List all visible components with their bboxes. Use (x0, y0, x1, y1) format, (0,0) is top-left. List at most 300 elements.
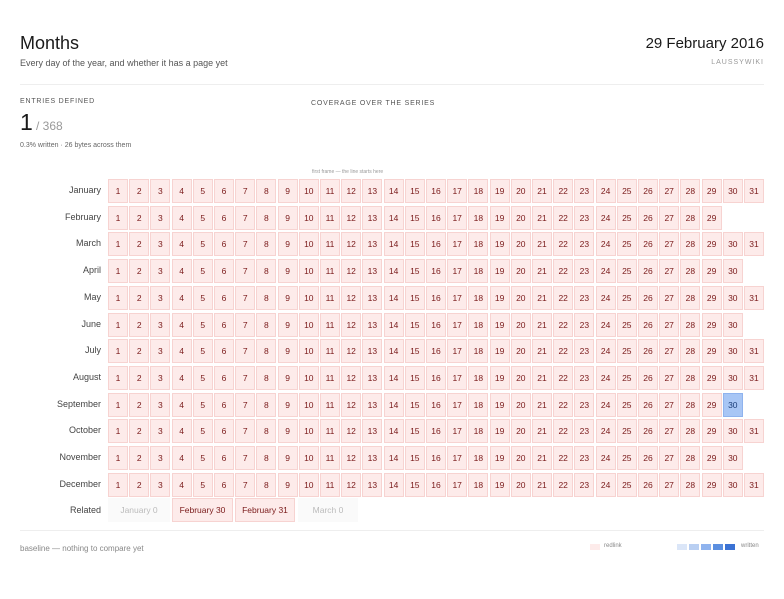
day-cell[interactable]: 29 (702, 366, 722, 390)
day-cell[interactable]: 20 (511, 393, 531, 417)
day-cell[interactable]: 24 (596, 419, 616, 443)
day-cell[interactable]: 6 (214, 206, 234, 230)
day-cell[interactable]: 23 (574, 473, 594, 497)
day-cell[interactable]: 23 (574, 259, 594, 283)
day-cell[interactable]: 3 (150, 339, 170, 363)
day-cell[interactable]: 23 (574, 313, 594, 337)
day-cell[interactable]: 3 (150, 232, 170, 256)
day-cell[interactable]: 2 (129, 446, 149, 470)
day-cell[interactable]: 6 (214, 259, 234, 283)
day-cell[interactable]: 23 (574, 393, 594, 417)
day-cell[interactable]: 28 (680, 393, 700, 417)
month-label[interactable]: March (75, 238, 101, 249)
month-label[interactable]: June (81, 318, 101, 329)
day-cell[interactable]: 16 (426, 206, 446, 230)
day-cell[interactable]: 6 (214, 339, 234, 363)
day-cell[interactable]: 4 (172, 179, 192, 203)
day-cell[interactable]: 27 (659, 366, 679, 390)
day-cell[interactable]: 22 (553, 419, 573, 443)
day-cell[interactable]: 25 (617, 286, 637, 310)
day-cell[interactable]: 10 (299, 206, 319, 230)
day-cell[interactable]: 10 (299, 232, 319, 256)
day-cell[interactable]: 24 (596, 393, 616, 417)
day-cell[interactable]: 25 (617, 419, 637, 443)
day-cell[interactable]: 6 (214, 313, 234, 337)
day-cell[interactable]: 28 (680, 366, 700, 390)
day-cell[interactable]: 17 (447, 473, 467, 497)
day-cell[interactable]: 4 (172, 313, 192, 337)
day-cell[interactable]: 24 (596, 473, 616, 497)
day-cell[interactable]: 11 (320, 313, 340, 337)
day-cell[interactable]: 2 (129, 259, 149, 283)
month-label[interactable]: January (68, 185, 101, 195)
day-cell[interactable]: 2 (129, 313, 149, 337)
day-cell[interactable]: 28 (680, 446, 700, 470)
day-cell[interactable]: 5 (193, 232, 213, 256)
day-cell[interactable]: 4 (172, 259, 192, 283)
day-cell[interactable]: 11 (320, 206, 340, 230)
day-cell[interactable]: 5 (193, 393, 213, 417)
day-cell[interactable]: 11 (320, 366, 340, 390)
day-cell[interactable]: 25 (617, 259, 637, 283)
day-cell[interactable]: 25 (617, 179, 637, 203)
day-cell[interactable]: 8 (256, 259, 276, 283)
day-cell[interactable]: 26 (638, 419, 658, 443)
day-cell[interactable]: 1 (108, 232, 128, 256)
day-cell[interactable]: 29 (702, 419, 722, 443)
day-cell[interactable]: 29 (702, 473, 722, 497)
day-cell[interactable]: 17 (447, 366, 467, 390)
day-cell[interactable]: 19 (490, 419, 510, 443)
day-cell[interactable]: 1 (108, 259, 128, 283)
day-cell[interactable]: 19 (490, 366, 510, 390)
day-cell[interactable]: 17 (447, 446, 467, 470)
day-cell[interactable]: 21 (532, 419, 552, 443)
day-cell[interactable]: 22 (553, 206, 573, 230)
day-cell[interactable]: 18 (468, 179, 488, 203)
day-cell[interactable]: 2 (129, 419, 149, 443)
day-cell[interactable]: 3 (150, 259, 170, 283)
day-cell[interactable]: 27 (659, 179, 679, 203)
day-cell[interactable]: 5 (193, 179, 213, 203)
day-cell[interactable]: 17 (447, 206, 467, 230)
day-cell[interactable]: 23 (574, 446, 594, 470)
day-cell[interactable]: 4 (172, 339, 192, 363)
month-label[interactable]: December (59, 478, 101, 489)
day-cell[interactable]: 27 (659, 393, 679, 417)
day-cell[interactable]: 15 (405, 393, 425, 417)
day-cell[interactable]: 1 (108, 393, 128, 417)
day-cell[interactable]: 6 (214, 179, 234, 203)
day-cell[interactable]: 1 (108, 419, 128, 443)
day-cell[interactable]: 12 (341, 366, 361, 390)
day-cell[interactable]: 4 (172, 393, 192, 417)
day-cell[interactable]: 23 (574, 179, 594, 203)
day-cell[interactable]: 17 (447, 259, 467, 283)
day-cell[interactable]: 28 (680, 179, 700, 203)
day-cell[interactable]: 6 (214, 473, 234, 497)
day-cell[interactable]: 10 (299, 473, 319, 497)
day-cell[interactable]: 24 (596, 339, 616, 363)
day-cell[interactable]: 18 (468, 206, 488, 230)
day-cell[interactable]: 12 (341, 393, 361, 417)
day-cell[interactable]: 12 (341, 419, 361, 443)
day-cell[interactable]: 19 (490, 232, 510, 256)
day-cell[interactable]: 5 (193, 286, 213, 310)
day-cell[interactable]: 23 (574, 419, 594, 443)
day-cell[interactable]: 18 (468, 232, 488, 256)
day-cell[interactable]: 18 (468, 473, 488, 497)
day-cell[interactable]: 17 (447, 232, 467, 256)
day-cell[interactable]: 22 (553, 473, 573, 497)
day-cell[interactable]: 26 (638, 313, 658, 337)
day-cell[interactable]: 29 (702, 393, 722, 417)
day-cell[interactable]: 28 (680, 419, 700, 443)
month-label[interactable]: October (68, 425, 101, 436)
day-cell[interactable]: 12 (341, 206, 361, 230)
day-cell[interactable]: 18 (468, 419, 488, 443)
related-link[interactable]: February 30 (172, 498, 233, 522)
day-cell[interactable]: 30 (723, 419, 743, 443)
day-cell[interactable]: 15 (405, 232, 425, 256)
day-cell[interactable]: 17 (447, 286, 467, 310)
day-cell[interactable]: 11 (320, 446, 340, 470)
day-cell[interactable]: 9 (278, 179, 298, 203)
day-cell[interactable]: 20 (511, 232, 531, 256)
day-cell[interactable]: 28 (680, 259, 700, 283)
day-cell[interactable]: 1 (108, 286, 128, 310)
day-cell[interactable]: 13 (362, 232, 382, 256)
day-cell[interactable]: 11 (320, 473, 340, 497)
day-cell[interactable]: 14 (384, 446, 404, 470)
day-cell[interactable]: 6 (214, 232, 234, 256)
day-cell[interactable]: 28 (680, 473, 700, 497)
day-cell[interactable]: 16 (426, 179, 446, 203)
day-cell[interactable]: 27 (659, 446, 679, 470)
related-link[interactable]: March 0 (298, 498, 358, 522)
day-cell[interactable]: 6 (214, 419, 234, 443)
day-cell[interactable]: 14 (384, 179, 404, 203)
day-cell[interactable]: 22 (553, 393, 573, 417)
day-cell[interactable]: 29 (702, 179, 722, 203)
month-label[interactable]: April (82, 265, 101, 276)
day-cell[interactable]: 9 (278, 206, 298, 230)
related-link[interactable]: February 31 (235, 498, 295, 522)
day-cell[interactable]: 10 (299, 393, 319, 417)
day-cell[interactable]: 4 (172, 232, 192, 256)
day-cell[interactable]: 1 (108, 366, 128, 390)
day-cell[interactable]: 24 (596, 286, 616, 310)
day-cell[interactable]: 27 (659, 339, 679, 363)
day-cell[interactable]: 30 (723, 339, 743, 363)
day-cell[interactable]: 26 (638, 259, 658, 283)
day-cell[interactable]: 29 (702, 232, 722, 256)
day-cell[interactable]: 8 (256, 179, 276, 203)
day-cell[interactable]: 20 (511, 419, 531, 443)
day-cell[interactable]: 8 (256, 286, 276, 310)
day-cell[interactable]: 28 (680, 339, 700, 363)
month-label[interactable]: May (83, 291, 101, 302)
day-cell[interactable]: 5 (193, 473, 213, 497)
day-cell[interactable]: 7 (235, 473, 255, 497)
day-cell[interactable]: 24 (596, 232, 616, 256)
day-cell[interactable]: 4 (172, 286, 192, 310)
day-cell[interactable]: 31 (744, 286, 764, 310)
day-cell[interactable]: 9 (278, 366, 298, 390)
day-cell[interactable]: 18 (468, 339, 488, 363)
day-cell[interactable]: 24 (596, 366, 616, 390)
day-cell[interactable]: 21 (532, 206, 552, 230)
day-cell[interactable]: 19 (490, 393, 510, 417)
day-cell[interactable]: 11 (320, 232, 340, 256)
day-cell[interactable]: 5 (193, 366, 213, 390)
day-cell[interactable]: 20 (511, 446, 531, 470)
day-cell[interactable]: 25 (617, 232, 637, 256)
day-cell[interactable]: 2 (129, 232, 149, 256)
day-cell[interactable]: 17 (447, 179, 467, 203)
day-cell[interactable]: 15 (405, 179, 425, 203)
day-cell[interactable]: 13 (362, 179, 382, 203)
day-cell[interactable]: 13 (362, 313, 382, 337)
day-cell[interactable]: 26 (638, 366, 658, 390)
day-cell[interactable]: 27 (659, 313, 679, 337)
day-cell[interactable]: 21 (532, 286, 552, 310)
day-cell[interactable]: 3 (150, 366, 170, 390)
day-cell[interactable]: 27 (659, 473, 679, 497)
day-cell[interactable]: 25 (617, 393, 637, 417)
day-cell[interactable]: 1 (108, 179, 128, 203)
day-cell[interactable]: 10 (299, 259, 319, 283)
day-cell[interactable]: 21 (532, 313, 552, 337)
day-cell[interactable]: 11 (320, 286, 340, 310)
day-cell[interactable]: 12 (341, 286, 361, 310)
day-cell[interactable]: 5 (193, 313, 213, 337)
day-cell[interactable]: 21 (532, 446, 552, 470)
day-cell[interactable]: 29 (702, 259, 722, 283)
day-cell[interactable]: 5 (193, 339, 213, 363)
day-cell[interactable]: 12 (341, 232, 361, 256)
day-cell[interactable]: 28 (680, 206, 700, 230)
day-cell[interactable]: 16 (426, 286, 446, 310)
day-cell[interactable]: 19 (490, 206, 510, 230)
day-cell[interactable]: 1 (108, 339, 128, 363)
day-cell[interactable]: 13 (362, 366, 382, 390)
day-cell[interactable]: 16 (426, 339, 446, 363)
day-cell[interactable]: 18 (468, 286, 488, 310)
day-cell[interactable]: 23 (574, 366, 594, 390)
day-cell[interactable]: 31 (744, 419, 764, 443)
day-cell[interactable]: 4 (172, 446, 192, 470)
day-cell[interactable]: 22 (553, 446, 573, 470)
day-cell[interactable]: 9 (278, 286, 298, 310)
day-cell[interactable]: 20 (511, 179, 531, 203)
day-cell[interactable]: 12 (341, 313, 361, 337)
day-cell[interactable]: 24 (596, 259, 616, 283)
day-cell[interactable]: 15 (405, 419, 425, 443)
day-cell[interactable]: 14 (384, 259, 404, 283)
day-cell[interactable]: 13 (362, 206, 382, 230)
related-link[interactable]: January 0 (108, 498, 170, 522)
day-cell[interactable]: 20 (511, 206, 531, 230)
day-cell[interactable]: 3 (150, 179, 170, 203)
day-cell[interactable]: 8 (256, 473, 276, 497)
day-cell[interactable]: 15 (405, 366, 425, 390)
day-cell[interactable]: 14 (384, 473, 404, 497)
day-cell[interactable]: 9 (278, 446, 298, 470)
day-cell[interactable]: 25 (617, 313, 637, 337)
day-cell[interactable]: 16 (426, 313, 446, 337)
day-cell[interactable]: 1 (108, 313, 128, 337)
day-cell[interactable]: 13 (362, 339, 382, 363)
day-cell[interactable]: 22 (553, 286, 573, 310)
day-cell[interactable]: 11 (320, 419, 340, 443)
day-cell[interactable]: 1 (108, 446, 128, 470)
day-cell[interactable]: 8 (256, 206, 276, 230)
day-cell[interactable]: 25 (617, 446, 637, 470)
day-cell[interactable]: 15 (405, 286, 425, 310)
day-cell[interactable]: 26 (638, 473, 658, 497)
day-cell[interactable]: 16 (426, 259, 446, 283)
wiki-name[interactable]: LAUSSYWIKI (711, 59, 764, 66)
day-cell[interactable]: 15 (405, 339, 425, 363)
day-cell[interactable]: 3 (150, 313, 170, 337)
day-cell[interactable]: 3 (150, 473, 170, 497)
day-cell[interactable]: 10 (299, 446, 319, 470)
day-cell[interactable]: 22 (553, 366, 573, 390)
day-cell[interactable]: 30 (723, 473, 743, 497)
day-cell[interactable]: 13 (362, 393, 382, 417)
day-cell[interactable]: 29 (702, 206, 722, 230)
day-cell[interactable]: 8 (256, 419, 276, 443)
day-cell[interactable]: 3 (150, 206, 170, 230)
day-cell[interactable]: 7 (235, 232, 255, 256)
day-cell[interactable]: 15 (405, 446, 425, 470)
day-cell[interactable]: 2 (129, 366, 149, 390)
day-cell[interactable]: 8 (256, 339, 276, 363)
day-cell[interactable]: 4 (172, 366, 192, 390)
day-cell[interactable]: 23 (574, 286, 594, 310)
day-cell[interactable]: 7 (235, 313, 255, 337)
day-cell[interactable]: 16 (426, 419, 446, 443)
day-cell[interactable]: 30 (723, 286, 743, 310)
day-cell[interactable]: 29 (702, 446, 722, 470)
day-cell[interactable]: 10 (299, 313, 319, 337)
day-cell[interactable]: 2 (129, 473, 149, 497)
day-cell[interactable]: 11 (320, 393, 340, 417)
day-cell[interactable]: 26 (638, 446, 658, 470)
day-cell[interactable]: 8 (256, 393, 276, 417)
day-cell[interactable]: 17 (447, 419, 467, 443)
day-cell[interactable]: 3 (150, 393, 170, 417)
day-cell[interactable]: 26 (638, 286, 658, 310)
day-cell[interactable]: 3 (150, 446, 170, 470)
day-cell[interactable]: 10 (299, 339, 319, 363)
day-cell[interactable]: 27 (659, 232, 679, 256)
day-cell[interactable]: 13 (362, 419, 382, 443)
day-cell[interactable]: 28 (680, 232, 700, 256)
day-cell[interactable]: 25 (617, 206, 637, 230)
day-cell[interactable]: 27 (659, 419, 679, 443)
day-cell[interactable]: 13 (362, 286, 382, 310)
day-cell[interactable]: 12 (341, 339, 361, 363)
day-cell[interactable]: 2 (129, 393, 149, 417)
day-cell[interactable]: 11 (320, 339, 340, 363)
day-cell[interactable]: 8 (256, 313, 276, 337)
day-cell[interactable]: 15 (405, 473, 425, 497)
day-cell[interactable]: 12 (341, 446, 361, 470)
day-cell[interactable]: 20 (511, 286, 531, 310)
day-cell[interactable]: 5 (193, 206, 213, 230)
day-cell[interactable]: 22 (553, 313, 573, 337)
day-cell[interactable]: 17 (447, 339, 467, 363)
day-cell[interactable]: 1 (108, 473, 128, 497)
month-label[interactable]: August (72, 371, 101, 382)
day-cell[interactable]: 9 (278, 259, 298, 283)
day-cell[interactable]: 14 (384, 393, 404, 417)
month-label[interactable]: July (84, 345, 101, 356)
day-cell[interactable]: 27 (659, 286, 679, 310)
day-cell[interactable]: 24 (596, 206, 616, 230)
day-cell[interactable]: 31 (744, 473, 764, 497)
day-cell[interactable]: 27 (659, 259, 679, 283)
day-cell[interactable]: 28 (680, 313, 700, 337)
day-cell[interactable]: 13 (362, 473, 382, 497)
day-cell[interactable]: 19 (490, 313, 510, 337)
day-cell[interactable]: 8 (256, 366, 276, 390)
day-cell[interactable]: 7 (235, 339, 255, 363)
day-cell[interactable]: 31 (744, 339, 764, 363)
day-cell[interactable]: 23 (574, 339, 594, 363)
day-cell[interactable]: 30 (723, 313, 743, 337)
day-cell[interactable]: 2 (129, 339, 149, 363)
day-cell[interactable]: 19 (490, 179, 510, 203)
day-cell[interactable]: 14 (384, 206, 404, 230)
day-cell[interactable]: 5 (193, 446, 213, 470)
day-cell[interactable]: 20 (511, 259, 531, 283)
day-cell[interactable]: 9 (278, 339, 298, 363)
day-cell[interactable]: 14 (384, 339, 404, 363)
day-cell[interactable]: 31 (744, 232, 764, 256)
day-cell[interactable]: 16 (426, 446, 446, 470)
day-cell[interactable]: 15 (405, 259, 425, 283)
day-cell[interactable]: 3 (150, 419, 170, 443)
day-cell[interactable]: 12 (341, 179, 361, 203)
month-label[interactable]: February (64, 211, 101, 222)
day-cell[interactable]: 26 (638, 179, 658, 203)
day-cell[interactable]: 29 (702, 286, 722, 310)
day-cell[interactable]: 21 (532, 179, 552, 203)
day-cell[interactable]: 24 (596, 313, 616, 337)
day-cell[interactable]: 2 (129, 206, 149, 230)
day-cell[interactable]: 5 (193, 419, 213, 443)
day-cell[interactable]: 29 (702, 339, 722, 363)
day-cell[interactable]: 7 (235, 419, 255, 443)
day-cell[interactable]: 20 (511, 339, 531, 363)
day-cell[interactable]: 19 (490, 446, 510, 470)
day-cell[interactable]: 4 (172, 473, 192, 497)
day-cell[interactable]: 7 (235, 286, 255, 310)
day-cell[interactable]: 20 (511, 313, 531, 337)
day-cell[interactable]: 7 (235, 259, 255, 283)
day-cell[interactable]: 12 (341, 259, 361, 283)
day-cell[interactable]: 30 (723, 446, 743, 470)
day-cell[interactable]: 6 (214, 286, 234, 310)
day-cell[interactable]: 23 (574, 232, 594, 256)
day-cell[interactable]: 24 (596, 446, 616, 470)
day-cell[interactable]: 14 (384, 286, 404, 310)
day-cell[interactable]: 25 (617, 339, 637, 363)
day-cell[interactable]: 26 (638, 206, 658, 230)
